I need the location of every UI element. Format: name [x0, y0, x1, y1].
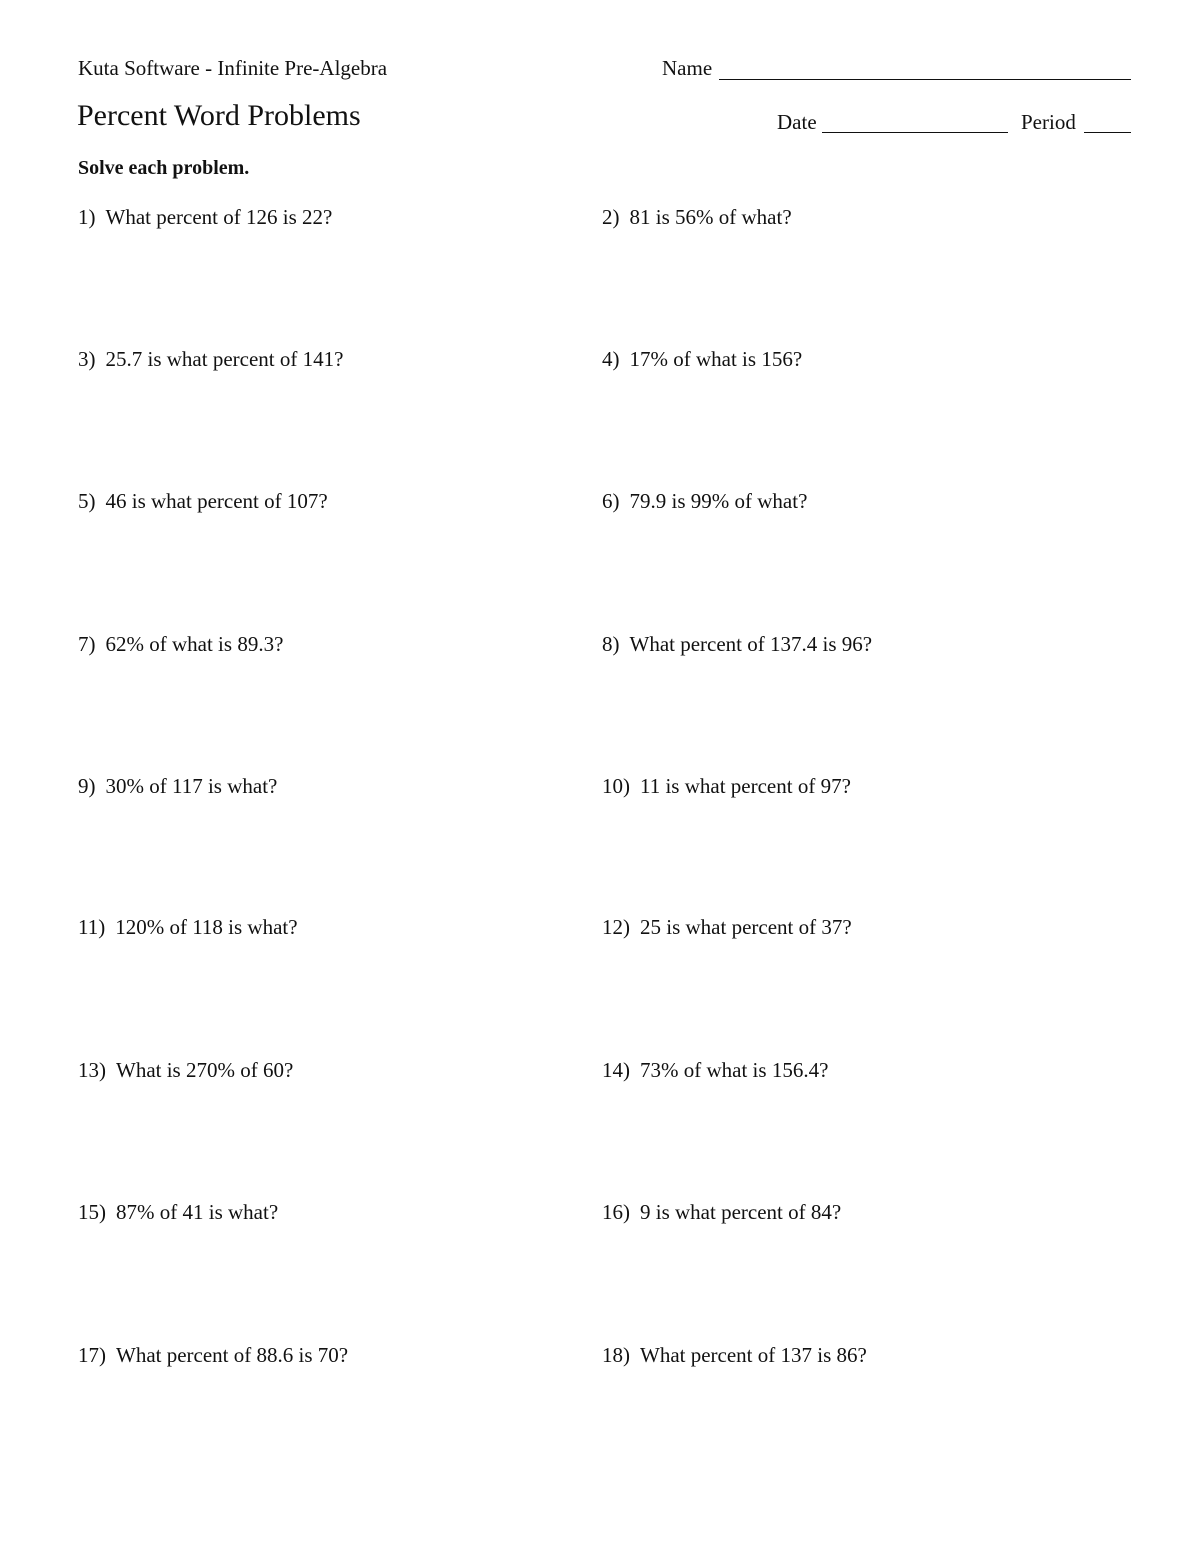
- problem-text: 17% of what is 156?: [629, 347, 803, 371]
- period-field-line[interactable]: [1084, 132, 1131, 133]
- problem-text: 81 is 56% of what?: [629, 205, 792, 229]
- problem-item: [78, 632, 283, 657]
- problem-number: 5): [78, 489, 96, 513]
- name-label: Name: [662, 56, 713, 80]
- problem-number: 4): [602, 347, 620, 371]
- problem-item: [78, 347, 343, 372]
- problem-item: [602, 205, 792, 230]
- problem-item: [78, 489, 328, 514]
- problem-number: 17): [78, 1343, 106, 1367]
- problem-item: [602, 489, 807, 514]
- problem-item: [78, 774, 277, 799]
- problem-item: [602, 774, 851, 799]
- date-label: Date: [777, 110, 817, 134]
- problem-text: 25.7 is what percent of 141?: [105, 347, 344, 371]
- problem-text: What is 270% of 60?: [116, 1058, 294, 1082]
- instructions: Solve each problem.: [78, 157, 250, 179]
- problem-text: 120% of 118 is what?: [115, 915, 298, 939]
- problem-number: 8): [602, 632, 620, 656]
- problem-number: 18): [602, 1343, 630, 1367]
- problem-item: [78, 1343, 348, 1368]
- problem-text: 79.9 is 99% of what?: [629, 489, 808, 513]
- problem-number: 15): [78, 1200, 106, 1224]
- problem-item: [78, 205, 332, 230]
- period-label: Period: [1021, 110, 1076, 134]
- problem-item: [602, 347, 802, 372]
- problem-number: 9): [78, 774, 96, 798]
- problem-number: 6): [602, 489, 620, 513]
- problem-item: [602, 632, 872, 657]
- problem-text: 62% of what is 89.3?: [105, 632, 284, 656]
- problem-number: 7): [78, 632, 96, 656]
- problem-text: What percent of 137.4 is 96?: [629, 632, 873, 656]
- problem-item: [602, 915, 852, 940]
- problem-text: 30% of 117 is what?: [105, 774, 278, 798]
- problem-number: 11): [78, 915, 106, 939]
- problem-number: 1): [78, 205, 96, 229]
- date-field-line[interactable]: [822, 132, 1008, 133]
- problem-text: What percent of 126 is 22?: [105, 205, 333, 229]
- problem-item: [78, 915, 298, 940]
- problem-text: 87% of 41 is what?: [116, 1200, 279, 1224]
- problem-number: 16): [602, 1200, 630, 1224]
- problem-text: 46 is what percent of 107?: [105, 489, 328, 513]
- problem-text: 9 is what percent of 84?: [640, 1200, 842, 1224]
- problem-number: 3): [78, 347, 96, 371]
- problem-number: 10): [602, 774, 630, 798]
- name-field-line[interactable]: [719, 79, 1131, 80]
- problem-text: What percent of 88.6 is 70?: [116, 1343, 349, 1367]
- problem-number: 13): [78, 1058, 106, 1082]
- problem-item: [78, 1200, 278, 1225]
- problem-number: 12): [602, 915, 630, 939]
- problem-item: [602, 1343, 867, 1368]
- publisher-header: Kuta Software - Infinite Pre-Algebra: [78, 56, 388, 80]
- problem-number: 14): [602, 1058, 630, 1082]
- problem-text: 11 is what percent of 97?: [640, 774, 851, 798]
- problem-number: 2): [602, 205, 620, 229]
- problem-text: 25 is what percent of 37?: [640, 915, 852, 939]
- problem-text: 73% of what is 156.4?: [640, 1058, 829, 1082]
- problem-text: What percent of 137 is 86?: [640, 1343, 867, 1367]
- problem-item: [78, 1058, 293, 1083]
- worksheet-title: Percent Word Problems: [77, 99, 361, 132]
- problem-item: [602, 1058, 828, 1083]
- problem-item: [602, 1200, 841, 1225]
